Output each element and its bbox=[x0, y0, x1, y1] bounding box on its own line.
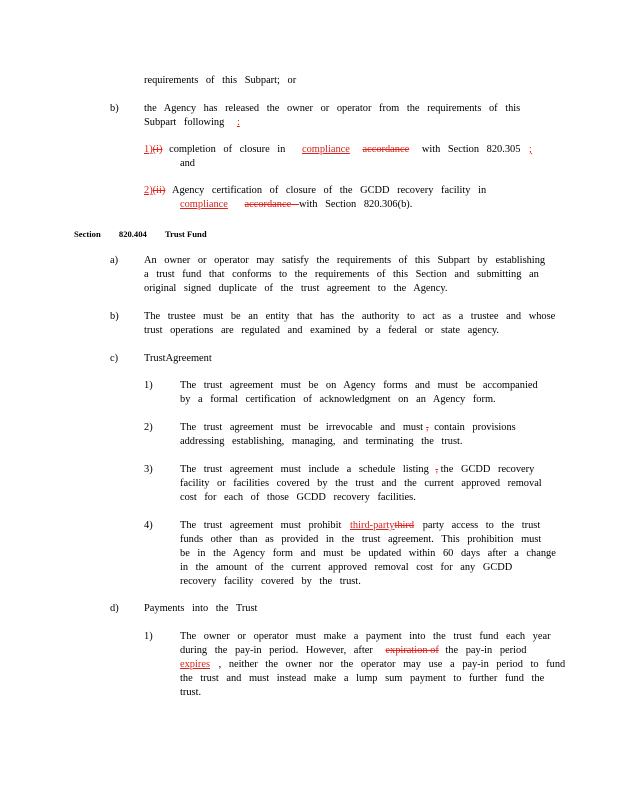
d-item-1-line-4: the trust and must instead make a lump sum payment to further fund the bbox=[180, 673, 545, 684]
c-item-2-number: 2) bbox=[144, 422, 153, 433]
c-item-4-line-5: recovery facility covered by the trust. bbox=[180, 576, 361, 587]
item-i-text-2: with Section 820.305 bbox=[421, 144, 521, 155]
item-i-semicolon-insert: ; bbox=[529, 144, 532, 155]
c-item-1-line-1: The trust agreement must be on Agency forms and must be accompanied bbox=[180, 380, 538, 391]
c-item-3-delete-comma: , bbox=[435, 464, 439, 475]
d-item-1-delete-phrase: expiration of bbox=[385, 645, 439, 656]
item-b-line-2-text: Subpart following bbox=[144, 117, 225, 128]
item-b-colon-insert: : bbox=[236, 117, 240, 128]
c-item-2-text: The trust agreement must be irrevocable and must bbox=[180, 422, 424, 433]
c-item-4-line-2: funds other than as provided in the trust agreement. This prohibition must bbox=[180, 534, 542, 545]
subsection-a-line-1: An owner or operator may satisfy the requirements of this Subpart by establishing bbox=[144, 255, 546, 266]
subsection-a-line-2: a trust fund that conforms to the requirements of this Section and submitting an bbox=[144, 269, 539, 280]
item-ii-text: Agency certification of closure of the GCDD recovery facility in bbox=[171, 185, 487, 196]
c-item-3-line-2: facility or facilities covered by the trust and the current approved removal bbox=[180, 478, 542, 489]
subsection-d-label: d) bbox=[110, 603, 119, 614]
d-item-1-line-1: The owner or operator must make a payment into the trust fund each year bbox=[180, 631, 551, 642]
c-item-2-delete-comma: , bbox=[426, 422, 429, 433]
d-item-1-line-2 bbox=[180, 644, 526, 657]
subsection-a-line-3: original signed duplicate of the trust agreement to the Agency. bbox=[144, 283, 448, 294]
subsection-b-line-2: trust operations are regulated and examined by a federal or state agency. bbox=[144, 325, 499, 336]
item-i-text: completion of closure in bbox=[169, 144, 286, 155]
item-ii-text-2: with Section 820.306(b). bbox=[299, 199, 413, 210]
c-item-3-line-3: cost for each of those GCDD recovery facilities. bbox=[180, 492, 416, 503]
c-item-1-number: 1) bbox=[144, 380, 153, 391]
item-b-label: b) bbox=[110, 103, 119, 114]
c-item-4-number: 4) bbox=[144, 520, 153, 531]
c-item-4-line-1 bbox=[180, 519, 540, 532]
d-item-1-line-5: trust. bbox=[180, 687, 202, 698]
section-number: 820.404 bbox=[118, 229, 147, 239]
item-ii-line-1 bbox=[144, 184, 486, 197]
subsection-b-label: b) bbox=[110, 311, 119, 322]
c-item-2-text-2: contain provisions bbox=[434, 422, 516, 433]
section-title: Trust Fund bbox=[164, 229, 207, 239]
c-item-3-number: 3) bbox=[144, 464, 153, 475]
item-ii-number-delete: (ii) bbox=[152, 185, 166, 196]
c-item-4-line-3: be in the Agency form and must be updated within 60 days after a change bbox=[180, 548, 556, 559]
d-item-1-text: during the pay-in period. However, after bbox=[180, 645, 373, 656]
c-item-1-line-2: by a formal certification of acknowledgment on an Agency form. bbox=[180, 394, 496, 405]
continuation-line: requirements of this Subpart; or bbox=[144, 75, 297, 86]
subsection-c-heading: TrustAgreement bbox=[144, 353, 212, 364]
item-ii-insert-word: compliance bbox=[180, 199, 228, 210]
c-item-3-text-2: the GCDD recovery bbox=[440, 464, 535, 475]
section-label: Section bbox=[74, 229, 101, 239]
d-item-1-text-2: the pay-in period bbox=[445, 645, 527, 656]
subsection-a-label: a) bbox=[110, 255, 119, 266]
subsection-b-line-1: The trustee must be an entity that has the authority to act as a trustee and whose bbox=[144, 311, 556, 322]
d-item-1-insert-word: expires bbox=[180, 659, 211, 670]
item-i-insert-word: compliance bbox=[301, 144, 350, 155]
item-i-and: and bbox=[180, 158, 196, 169]
c-item-4-text-2: party access to the trust bbox=[422, 520, 541, 531]
c-item-4-delete-word: third bbox=[394, 520, 415, 531]
item-ii-line-2 bbox=[180, 198, 412, 211]
c-item-4-line-4: in the amount of the current approved removal cost for any GCDD bbox=[180, 562, 513, 573]
c-item-3-line-1 bbox=[180, 463, 534, 476]
item-i-number-delete: (i) bbox=[152, 144, 163, 155]
subsection-d-heading: Payments into the Trust bbox=[144, 603, 258, 614]
item-b-line-2 bbox=[144, 116, 240, 129]
item-ii-delete-word: accordance bbox=[244, 199, 292, 210]
item-b-line-1: the Agency has released the owner or operator from the requirements of this bbox=[144, 103, 521, 114]
subsection-c-label: c) bbox=[110, 353, 119, 364]
c-item-2-line-2: addressing establishing, managing, and terminating the trust. bbox=[180, 436, 463, 447]
c-item-4-text: The trust agreement must prohibit bbox=[180, 520, 342, 531]
item-ii-number-insert: 2) bbox=[144, 185, 153, 196]
d-item-1-line-3 bbox=[180, 658, 565, 671]
d-item-1-number: 1) bbox=[144, 631, 153, 642]
item-i-line-1 bbox=[144, 143, 532, 156]
section-heading bbox=[74, 228, 207, 241]
d-item-1-text-3: , neither the owner nor the operator may use a pay-in period to fund bbox=[218, 659, 566, 670]
c-item-2-line-1 bbox=[180, 421, 516, 434]
item-i-delete-word: accordance bbox=[362, 144, 410, 155]
item-i-number-insert: 1) bbox=[144, 144, 153, 155]
c-item-4-insert-word: third-party bbox=[350, 520, 395, 531]
c-item-3-text: The trust agreement must include a schedule listing bbox=[180, 464, 429, 475]
